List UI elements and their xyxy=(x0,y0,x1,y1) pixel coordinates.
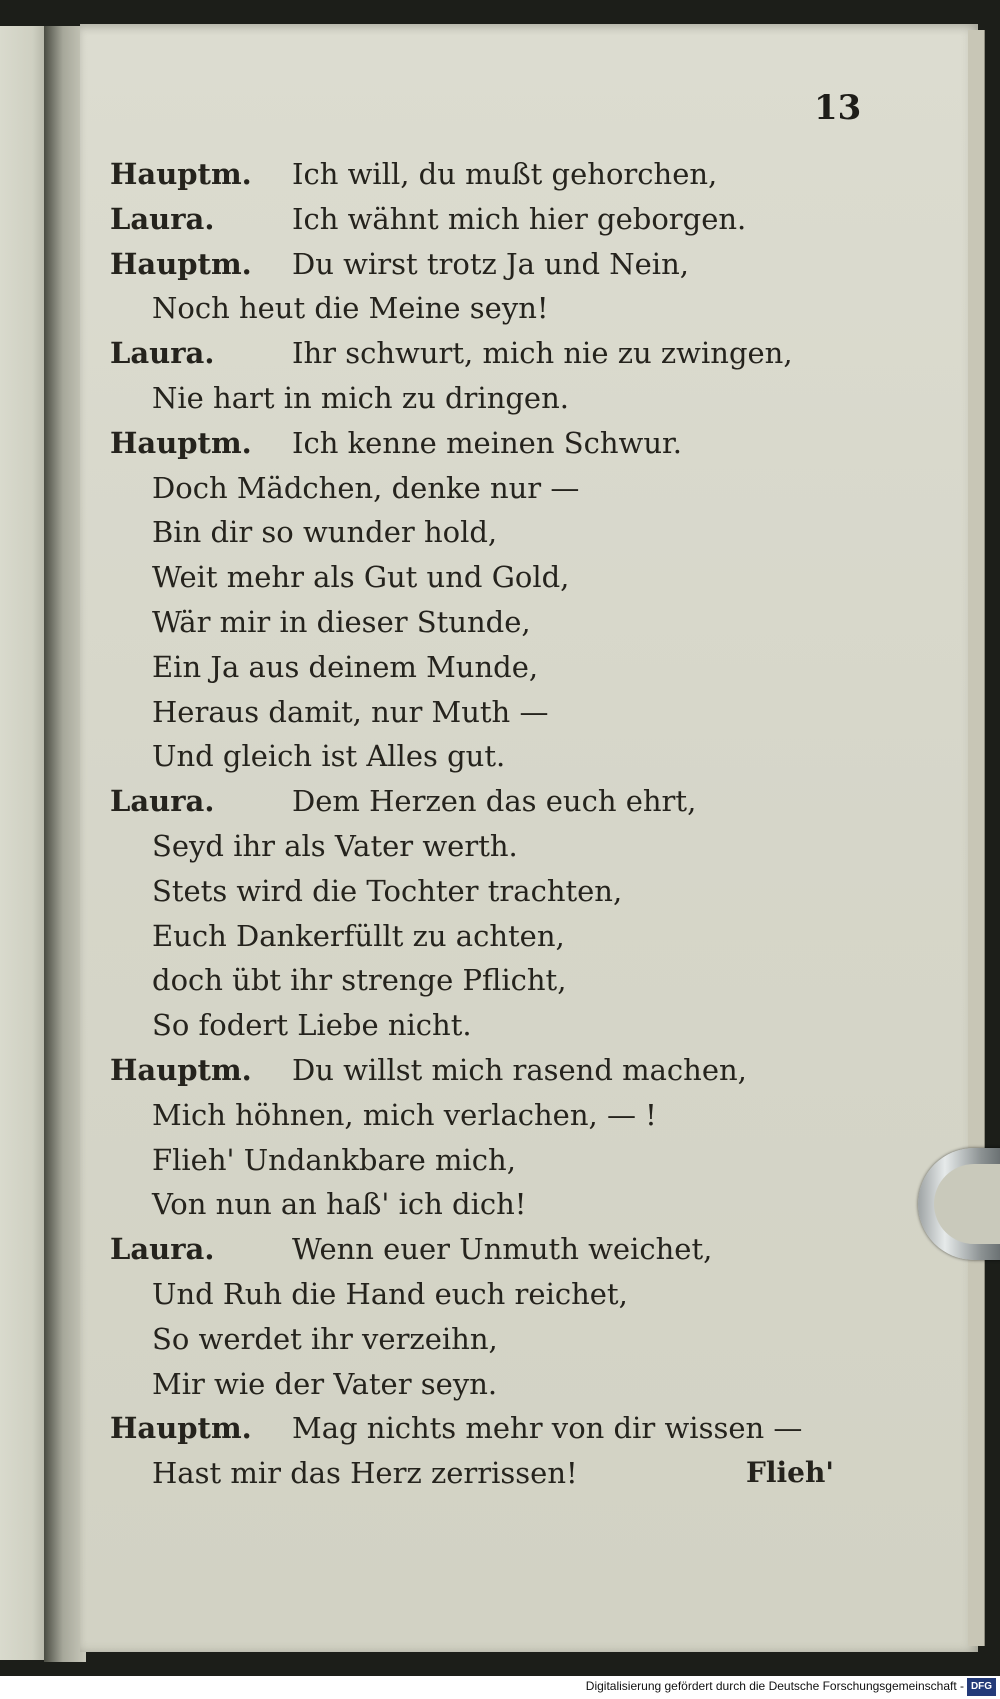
verse-line xyxy=(110,466,850,511)
verse-line xyxy=(110,331,850,376)
speaker-name: Laura. xyxy=(110,784,215,819)
dfg-logo-icon: DFG xyxy=(967,1678,996,1696)
verse-line-text: Nie hart in mich zu dringen. xyxy=(152,380,569,415)
verse-line xyxy=(110,1048,850,1093)
catchword: Flieh' xyxy=(746,1456,834,1489)
speaker-name: Laura. xyxy=(110,1232,215,1267)
verse-line xyxy=(110,645,850,690)
verse-line-text: Wär mir in dieser Stunde, xyxy=(152,604,531,639)
verse-line xyxy=(110,1317,850,1362)
speaker-name: Laura. xyxy=(110,336,215,371)
verse-line-text: Und Ruh die Hand euch reichet, xyxy=(152,1276,628,1311)
verse-line-text: Hast mir das Herz zerrissen! xyxy=(152,1456,578,1491)
speaker-name: Hauptm. xyxy=(110,1411,252,1446)
verse-line-text: Mag nichts mehr von dir wissen — xyxy=(292,1411,803,1446)
funding-credit: Digitalisierung gefördert durch die Deutsche Forschungsgemeinschaft - xyxy=(585,1679,964,1693)
verse-line-text: Seyd ihr als Vater werth. xyxy=(152,828,518,863)
verse-line-text: Doch Mädchen, denke nur — xyxy=(152,470,580,505)
verse-line xyxy=(110,690,850,735)
verse-line xyxy=(110,376,850,421)
page-fore-edge xyxy=(968,30,985,1646)
verse-line xyxy=(110,779,850,824)
verse-line xyxy=(110,510,850,555)
verse-line xyxy=(110,1272,850,1317)
verse-line-text: Dem Herzen das euch ehrt, xyxy=(292,784,697,819)
verse-line xyxy=(110,824,850,869)
verse-line xyxy=(110,1451,850,1496)
verse-line xyxy=(110,286,850,331)
verse-line xyxy=(110,152,850,197)
digitization-footer xyxy=(0,1676,1000,1699)
verse-line-text: Stets wird die Tochter trachten, xyxy=(152,873,623,908)
verse-line-text: So fodert Liebe nicht. xyxy=(152,1008,472,1043)
verse-line xyxy=(110,600,850,645)
verse-line-text: Flieh' Undankbare mich, xyxy=(152,1142,516,1177)
verse-line xyxy=(110,734,850,779)
verse-line xyxy=(110,1138,850,1183)
speaker-name: Hauptm. xyxy=(110,425,252,460)
verse-line xyxy=(110,1003,850,1048)
speaker-name: Laura. xyxy=(110,201,215,236)
verse-line xyxy=(110,1362,850,1407)
verse-line-text: Mich höhnen, mich verlachen, — ! xyxy=(152,1097,657,1132)
verse-line-text: Ein Ja aus deinem Munde, xyxy=(152,649,539,684)
verse-line xyxy=(110,1182,850,1227)
verse-line xyxy=(110,242,850,287)
verse-line xyxy=(110,555,850,600)
verse-line xyxy=(110,1406,850,1451)
verse-line-text: Euch Dankerfüllt zu achten, xyxy=(152,918,565,953)
verse-line-text: Noch heut die Meine seyn! xyxy=(152,291,549,326)
verse-text xyxy=(110,152,850,1496)
verse-line-text: Von nun an haß' ich dich! xyxy=(152,1187,527,1222)
verse-line xyxy=(110,1227,850,1272)
verse-line xyxy=(110,197,850,242)
speaker-name: Hauptm. xyxy=(110,157,252,191)
verse-line-text: doch übt ihr strenge Pflicht, xyxy=(152,963,567,998)
verse-line-text: Und gleich ist Alles gut. xyxy=(152,739,506,774)
verse-line xyxy=(110,914,850,959)
page-number: 13 xyxy=(814,88,862,128)
verse-line-text: Ich will, du mußt gehorchen, xyxy=(292,157,718,191)
verse-line-text: Ihr schwurt, mich nie zu zwingen, xyxy=(292,336,793,371)
verse-line-text: Ich wähnt mich hier geborgen. xyxy=(292,201,747,236)
verse-line-text: Ich kenne meinen Schwur. xyxy=(292,425,682,460)
verse-line xyxy=(110,869,850,914)
verse-line xyxy=(110,1093,850,1138)
facing-page-edge xyxy=(0,26,46,1660)
verse-line xyxy=(110,421,850,466)
speaker-name: Hauptm. xyxy=(110,1052,252,1087)
verse-line-text: Du wirst trotz Ja und Nein, xyxy=(292,246,689,281)
verse-line-text: Heraus damit, nur Muth — xyxy=(152,694,549,729)
verse-line-text: So werdet ihr verzeihn, xyxy=(152,1321,498,1356)
verse-line-text: Wenn euer Unmuth weichet, xyxy=(292,1232,713,1267)
verse-line-text: Mir wie der Vater seyn. xyxy=(152,1366,498,1401)
verse-line-text: Du willst mich rasend machen, xyxy=(292,1052,747,1087)
verse-line-text: Bin dir so wunder hold, xyxy=(152,515,498,550)
speaker-name: Hauptm. xyxy=(110,246,252,281)
verse-line xyxy=(110,958,850,1003)
verse-line-text: Weit mehr als Gut und Gold, xyxy=(152,560,570,595)
